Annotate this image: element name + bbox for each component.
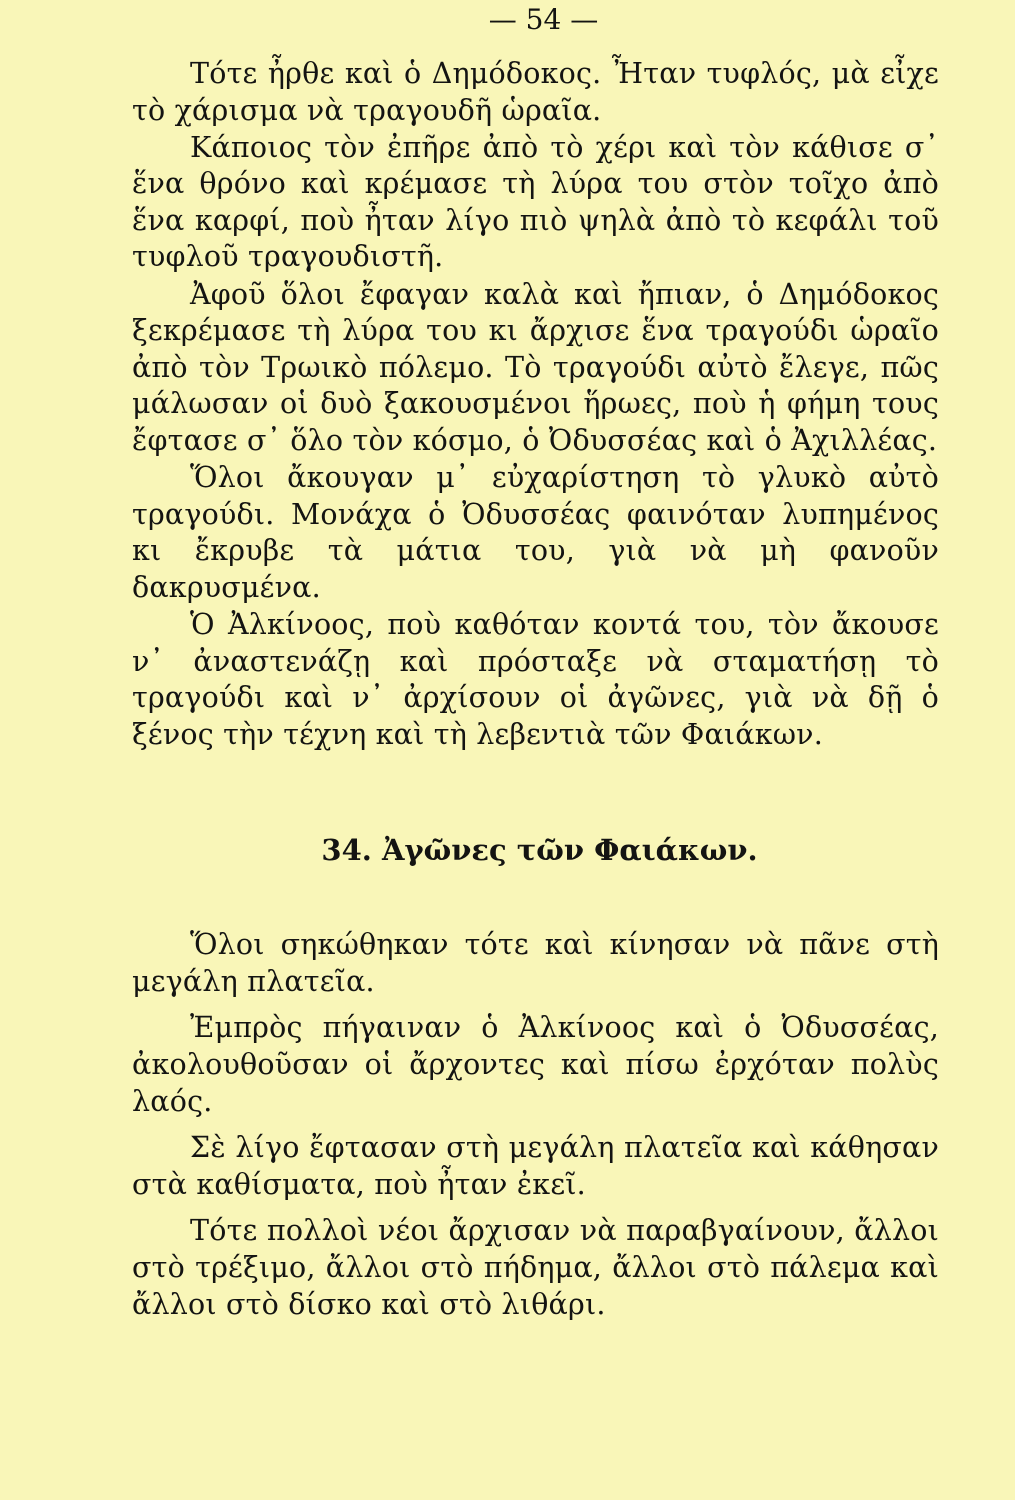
paragraph: Τότε πολλοὶ νέοι ἄρχισαν νὰ παραβγαίνουν, ἄλλοι στὸ τρέξιμο, ἄλλοι στὸ πήδημα, ἄλλοι στὸ πάλεμα καὶ ἄλλοι στὸ δίσκο καὶ στὸ λιθάρι. <box>132 1214 939 1321</box>
section-33-text <box>132 56 939 753</box>
paragraph: Ὅλοι ἄκουγαν μ᾿ εὐχαρίστηση τὸ γλυκὸ αὐτὸ τραγούδι. Μονάχα ὁ Ὀδυσσέας φαινόταν λυπημένος κι ἔκρυβε τὰ μάτια του, γιὰ νὰ μὴ φανοῦν δακρυσμένα. <box>132 461 939 604</box>
section-34-text <box>132 927 939 1323</box>
paragraph: Ὅλοι σηκώθηκαν τότε καὶ κίνησαν νὰ πᾶνε στὴ μεγάλη πλατεῖα. <box>132 928 939 998</box>
section-heading: 34. Ἀγῶνες τῶν Φαιάκων. <box>321 833 758 868</box>
paragraph: Ὁ Ἀλκίνοος, ποὺ καθόταν κοντά του, τὸν ἄκουσε ν᾿ ἀναστενάζῃ καὶ πρόσταξε νὰ σταματήσῃ τὸ τραγούδι καὶ ν᾿ ἀρχίσουν οἱ ἀγῶνες, γιὰ νὰ δῇ ὁ ξένος τὴν τέχνη καὶ τὴ λεβεντιὰ τῶν Φαιάκων. <box>132 607 939 751</box>
paragraph: Ἐμπρὸς πήγαιναν ὁ Ἀλκίνοος καὶ ὁ Ὀδυσσέας, ἀκολουθοῦσαν οἱ ἄρχοντες καὶ πίσω ἐρχόταν πολὺς λαός. <box>132 1011 939 1118</box>
paragraph: Ἀφοῦ ὅλοι ἔφαγαν καλὰ καὶ ἤπιαν, ὁ Δημόδοκος ξεκρέμασε τὴ λύρα του κι ἄρχισε ἕνα τραγούδι ὡραῖο ἀπὸ τὸν Τρωικὸ πόλεμο. Τὸ τραγούδι αὐτὸ ἔλεγε, πῶς μάλωσαν οἱ δυὸ ξακουσμένοι ἥρωες, ποὺ ἡ φήμη τους ἔφτασε σ᾿ ὅλο τὸν κόσμο, ὁ Ὀδυσσέας καὶ ὁ Ἀχιλλέας. <box>132 277 939 457</box>
page-number: — 54 — <box>488 3 599 36</box>
paragraph: Τότε ἦρθε καὶ ὁ Δημόδοκος. Ἦταν τυφλός, μὰ εἶχε τὸ χάρισμα νὰ τραγουδῆ ὡραῖα. <box>132 57 939 127</box>
paragraph: Σὲ λίγο ἔφτασαν στὴ μεγάλη πλατεῖα καὶ κάθησαν στὰ καθίσματα, ποὺ ἦταν ἐκεῖ. <box>132 1131 939 1201</box>
paragraph: Κάποιος τὸν ἐπῆρε ἀπὸ τὸ χέρι καὶ τὸν κάθισε σ᾿ ἕνα θρόνο καὶ κρέμασε τὴ λύρα του στὸν τοῖχο ἀπὸ ἕνα καρφί, ποὺ ἦταν λίγο πιὸ ψηλὰ ἀπὸ τὸ κεφάλι τοῦ τυφλοῦ τραγουδιστῆ. <box>132 130 939 274</box>
